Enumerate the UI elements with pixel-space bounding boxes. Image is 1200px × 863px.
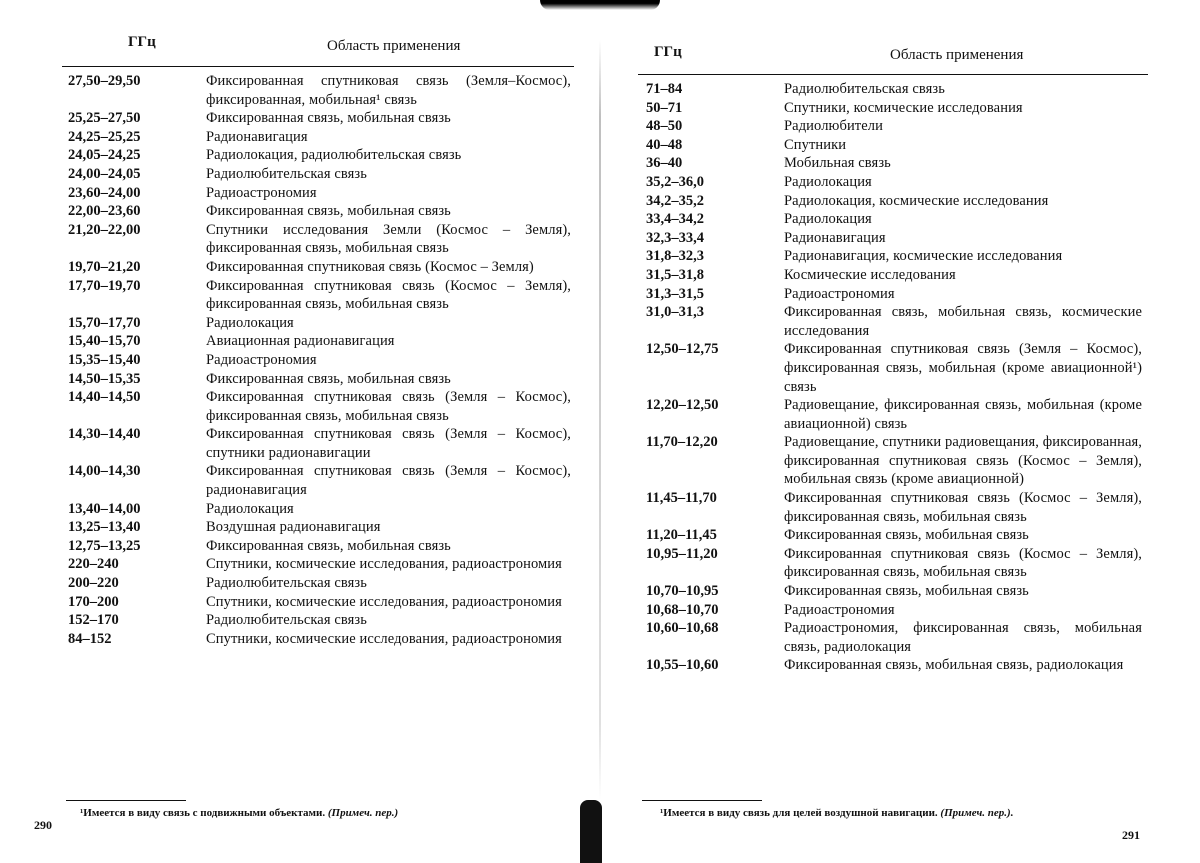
table-row [68, 72, 571, 109]
frequency-range: 17,70–19,70 [68, 277, 141, 294]
table-row [646, 582, 1142, 601]
application-description: Спутники исследования Земли (Космос – Земля), фиксированная связь, мобильная связь [206, 221, 571, 257]
frequency-range: 21,20–22,00 [68, 221, 141, 238]
right-header-ghz: ГГц [654, 44, 682, 60]
frequency-range: 10,55–10,60 [646, 657, 719, 674]
application-description: Фиксированная спутниковая связь (Космос – Земля), фиксированная связь, мобильная связь [206, 277, 571, 313]
table-row [68, 202, 571, 221]
application-description: Радиолюбительская связь [206, 612, 367, 629]
application-description: Фиксированная спутниковая связь (Космос – Земля), фиксированная связь, мобильная связь [784, 545, 1142, 581]
table-row [646, 247, 1142, 266]
table-row [68, 184, 571, 203]
left-header-ghz: ГГц [128, 34, 156, 50]
table-row [68, 425, 571, 462]
frequency-range: 27,50–29,50 [68, 73, 141, 89]
application-description: Воздушная радионавигация [206, 519, 381, 536]
right-header-application: Область применения [890, 47, 1024, 63]
frequency-range: 14,50–15,35 [68, 370, 141, 387]
application-description: Радиолюбительская связь [784, 81, 945, 97]
frequency-range: 10,95–11,20 [646, 545, 718, 562]
table-row [68, 537, 571, 556]
frequency-range: 220–240 [68, 556, 119, 573]
frequency-range: 34,2–35,2 [646, 192, 704, 209]
frequency-range: 19,70–21,20 [68, 258, 141, 275]
application-description: Фиксированная связь, мобильная связь [206, 110, 451, 127]
application-description: Радиовещание, фиксированная связь, мобильная (кроме авиационной) связь [784, 397, 1142, 432]
table-row [68, 611, 571, 630]
table-row [646, 192, 1142, 211]
table-row [68, 146, 571, 165]
frequency-range: 13,40–14,00 [68, 500, 141, 517]
left-footnote-note: (Примеч. пер.) [327, 807, 399, 819]
right-frequency-table [646, 80, 1142, 675]
right-footnote-text: ¹Имеется в виду связь для целей воздушной навигации. [660, 807, 941, 819]
frequency-range: 35,2–36,0 [646, 173, 704, 190]
frequency-range: 24,00–24,05 [68, 165, 141, 182]
frequency-range: 11,20–11,45 [646, 527, 717, 544]
application-description: Фиксированная связь, мобильная связь [784, 527, 1029, 544]
application-description: Радионавигация [206, 128, 308, 145]
application-description: Спутники, космические исследования, радиоастрономия [206, 556, 562, 573]
table-row [646, 601, 1142, 620]
frequency-range: 12,75–13,25 [68, 537, 141, 554]
left-frequency-table [68, 72, 571, 648]
application-description: Авиационная радионавигация [206, 333, 395, 350]
frequency-range: 24,25–25,25 [68, 128, 141, 145]
table-row [68, 518, 571, 537]
table-row [646, 266, 1142, 285]
frequency-range: 10,70–10,95 [646, 583, 719, 600]
left-footnote-text: ¹Имеется в виду связь с подвижными объектами. [80, 807, 328, 819]
frequency-range: 15,70–17,70 [68, 314, 141, 331]
table-row [646, 285, 1142, 304]
application-description: Фиксированная связь, мобильная связь, радиолокация [784, 657, 1124, 674]
application-description: Радиолокация, радиолюбительская связь [206, 147, 462, 164]
table-row [646, 396, 1142, 433]
frequency-range: 15,35–15,40 [68, 351, 141, 368]
frequency-range: 24,05–24,25 [68, 147, 141, 164]
table-row [646, 656, 1142, 675]
table-row [68, 388, 571, 425]
application-description: Космические исследования [784, 266, 956, 283]
frequency-range: 50–71 [646, 99, 683, 116]
left-footnote [80, 806, 398, 820]
table-row [68, 500, 571, 519]
left-footnote-rule [66, 800, 186, 801]
application-description: Фиксированная связь, мобильная связь [206, 203, 451, 220]
frequency-range: 32,3–33,4 [646, 229, 704, 246]
table-row [68, 630, 571, 649]
frequency-range: 23,60–24,00 [68, 184, 141, 201]
application-description: Радиоастрономия, фиксированная связь, мобильная связь, радиолокация [784, 620, 1142, 655]
right-page [602, 0, 1200, 863]
frequency-range: 14,00–14,30 [68, 463, 141, 480]
left-header-application: Область применения [327, 38, 461, 54]
frequency-range: 200–220 [68, 575, 119, 592]
left-header-rule [62, 66, 574, 67]
application-description: Радиолюбительская связь [206, 165, 367, 182]
frequency-range: 33,4–34,2 [646, 211, 704, 228]
right-footnote-rule [642, 800, 762, 801]
frequency-range: 40–48 [646, 136, 683, 153]
frequency-range: 10,60–10,68 [646, 620, 719, 637]
right-page-number: 291 [1122, 828, 1140, 842]
frequency-range: 71–84 [646, 81, 683, 97]
application-description: Фиксированная связь, мобильная связь, космические исследования [784, 304, 1142, 339]
application-description: Радиоастрономия [206, 351, 317, 368]
frequency-range: 31,8–32,3 [646, 248, 704, 265]
right-footnote-note: (Примеч. пер.). [940, 807, 1014, 819]
table-row [646, 303, 1142, 340]
application-description: Радионавигация, космические исследования [784, 248, 1063, 265]
application-description: Радиолокация [206, 500, 294, 517]
application-description: Мобильная связь [784, 155, 891, 172]
application-description: Радиолокация [784, 211, 872, 228]
table-row [68, 277, 571, 314]
frequency-range: 31,5–31,8 [646, 266, 704, 283]
application-description: Радиолюбительская связь [206, 575, 367, 592]
frequency-range: 12,50–12,75 [646, 341, 719, 358]
application-description: Радиоастрономия [784, 601, 895, 618]
table-row [646, 154, 1142, 173]
table-row [646, 117, 1142, 136]
application-description: Фиксированная спутниковая связь (Космос – Земля), фиксированная связь, мобильная связь [784, 490, 1142, 525]
table-row [646, 229, 1142, 248]
application-description: Спутники [784, 136, 847, 153]
table-row [68, 332, 571, 351]
left-page-number: 290 [34, 818, 52, 832]
table-row [68, 351, 571, 370]
frequency-range: 84–152 [68, 630, 112, 647]
frequency-range: 170–200 [68, 593, 119, 610]
right-footnote [660, 806, 1013, 820]
application-description: Радиовещание, спутники радиовещания, фиксированная, фиксированная спутниковая связь (Космос – Земля), мобильная связь (кроме авиационной) [784, 434, 1142, 488]
table-row [68, 165, 571, 184]
table-row [646, 489, 1142, 526]
frequency-range: 25,25–27,50 [68, 110, 141, 127]
application-description: Радиолюбители [784, 118, 883, 135]
table-row [68, 555, 571, 574]
table-row [646, 80, 1142, 99]
frequency-range: 11,70–12,20 [646, 434, 718, 451]
frequency-range: 36–40 [646, 155, 683, 172]
table-row [68, 128, 571, 147]
application-description: Фиксированная спутниковая связь (Земля – Космос), фиксированная связь, мобильная (кроме авиационной¹) связь [784, 341, 1142, 395]
table-row [646, 340, 1142, 396]
frequency-range: 31,0–31,3 [646, 304, 704, 321]
application-description: Фиксированная спутниковая связь (Земля – Космос), радионавигация [206, 463, 571, 499]
frequency-range: 14,30–14,40 [68, 426, 141, 443]
table-row [68, 593, 571, 612]
table-row [68, 462, 571, 499]
application-description: Радиолокация, космические исследования [784, 192, 1049, 209]
table-row [646, 619, 1142, 656]
page-gutter [599, 40, 601, 800]
application-description: Спутники, космические исследования [784, 99, 1023, 116]
table-row [646, 136, 1142, 155]
application-description: Радиолокация [784, 173, 872, 190]
application-description: Фиксированная спутниковая связь (Земля – Космос), фиксированная связь, мобильная связь [206, 389, 571, 424]
frequency-range: 14,40–14,50 [68, 389, 141, 406]
frequency-range: 48–50 [646, 118, 683, 135]
table-row [646, 173, 1142, 192]
application-description: Спутники, космические исследования, радиоастрономия [206, 593, 562, 610]
application-description: Спутники, космические исследования, радиоастрономия [206, 630, 562, 647]
frequency-range: 15,40–15,70 [68, 333, 141, 350]
frequency-range: 152–170 [68, 612, 119, 629]
frequency-range: 11,45–11,70 [646, 490, 717, 507]
application-description: Радионавигация [784, 229, 886, 246]
table-row [646, 99, 1142, 118]
application-description: Фиксированная спутниковая связь (Земля – Космос), спутники радионавигации [206, 426, 571, 461]
table-row [68, 574, 571, 593]
table-row [646, 210, 1142, 229]
application-description: Фиксированная связь, мобильная связь [206, 370, 451, 387]
table-row [646, 526, 1142, 545]
application-description: Фиксированная спутниковая связь (Космос – Земля) [206, 258, 534, 275]
right-header-rule [638, 74, 1148, 75]
application-description: Фиксированная связь, мобильная связь [784, 583, 1029, 600]
left-page [0, 0, 598, 863]
application-description: Радиолокация [206, 314, 294, 331]
application-description: Фиксированная связь, мобильная связь [206, 537, 451, 554]
frequency-range: 12,20–12,50 [646, 397, 719, 414]
table-row [68, 370, 571, 389]
application-description: Радиоастрономия [206, 184, 317, 201]
application-description: Радиоастрономия [784, 285, 895, 302]
frequency-range: 13,25–13,40 [68, 519, 141, 536]
frequency-range: 10,68–10,70 [646, 601, 719, 618]
table-row [68, 258, 571, 277]
table-row [68, 221, 571, 258]
table-row [646, 545, 1142, 582]
table-row [646, 433, 1142, 489]
table-row [68, 314, 571, 333]
application-description: Фиксированная спутниковая связь (Земля–Космос), фиксированная, мобильная¹ связь [206, 73, 571, 108]
frequency-range: 31,3–31,5 [646, 285, 704, 302]
frequency-range: 22,00–23,60 [68, 203, 141, 220]
table-row [68, 109, 571, 128]
